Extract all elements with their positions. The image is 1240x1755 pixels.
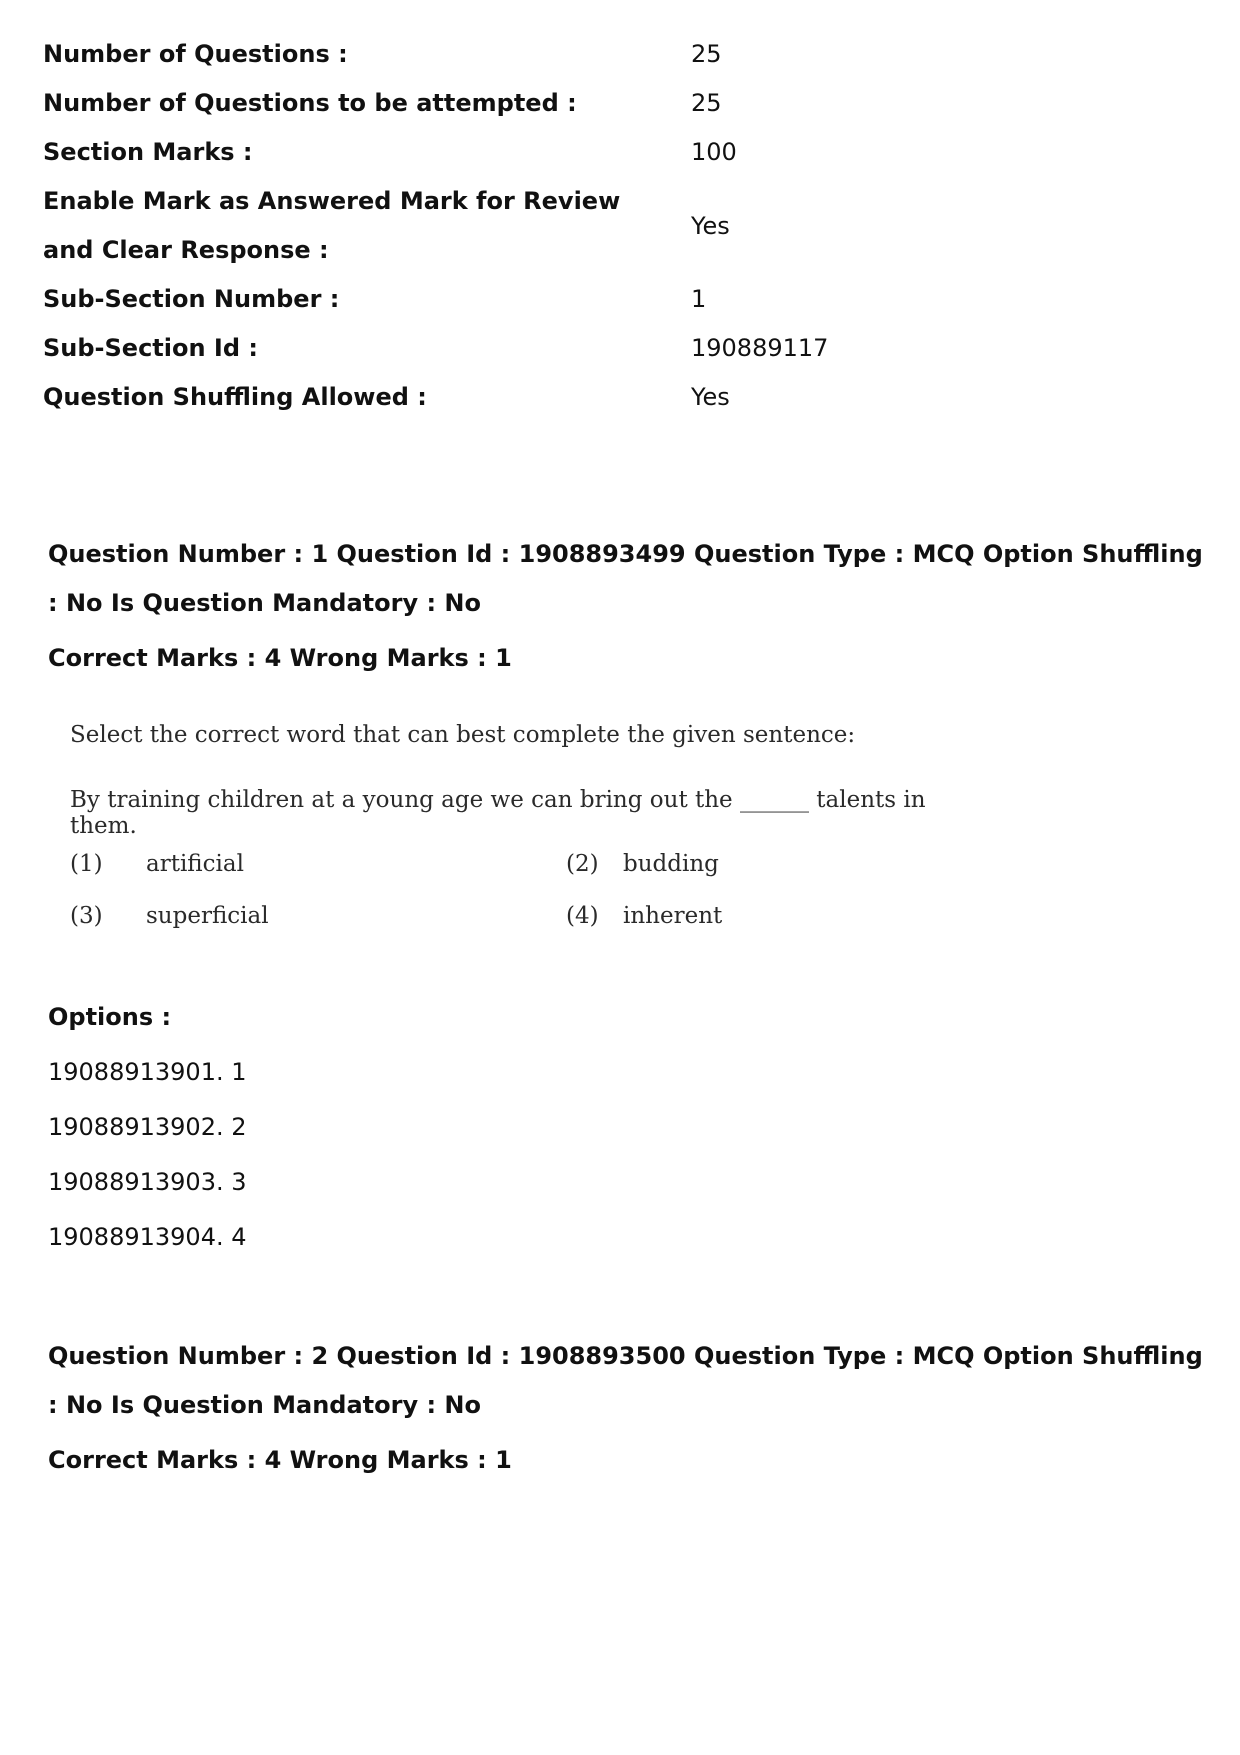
info-row bbox=[43, 30, 1143, 79]
info-value: 190889117 bbox=[691, 334, 829, 362]
choice-text: artificial bbox=[146, 851, 244, 877]
info-value: 1 bbox=[691, 285, 707, 313]
option-item: 19088913904. 4 bbox=[48, 1223, 247, 1251]
info-value: 25 bbox=[691, 89, 722, 117]
choice-number: (3) bbox=[70, 903, 103, 929]
choice-number: (2) bbox=[566, 851, 599, 877]
info-label: Number of Questions to be attempted : bbox=[43, 89, 577, 117]
choice-text: superficial bbox=[146, 903, 269, 929]
question-image bbox=[48, 700, 948, 950]
info-value: Yes bbox=[691, 383, 730, 411]
info-label: Enable Mark as Answered Mark for Review and Clear Response : bbox=[43, 187, 621, 264]
choice-item bbox=[70, 903, 269, 929]
info-label: Number of Questions : bbox=[43, 40, 348, 68]
question-header: Question Number : 1 Question Id : 1908893499 Question Type : MCQ Option Shuffling : No Is Question Mandatory : No bbox=[48, 540, 1203, 617]
question-sentence: By training children at a young age we can bring out the ______ talents in them. bbox=[70, 787, 926, 839]
info-label: Question Shuffling Allowed : bbox=[43, 383, 427, 411]
info-value: 100 bbox=[691, 138, 737, 166]
choice-number: (1) bbox=[70, 851, 103, 877]
choice-item bbox=[566, 903, 722, 929]
choice-text: inherent bbox=[623, 903, 723, 929]
question-2-block bbox=[48, 1332, 1208, 1485]
options-list bbox=[48, 990, 247, 1265]
question-marks: Correct Marks : 4 Wrong Marks : 1 bbox=[48, 644, 512, 672]
info-label: Section Marks : bbox=[43, 138, 253, 166]
question-instruction: Select the correct word that can best complete the given sentence: bbox=[70, 722, 856, 748]
info-row bbox=[43, 275, 1143, 324]
info-row bbox=[43, 79, 1143, 128]
choice-item bbox=[566, 851, 719, 877]
info-label: Sub-Section Id : bbox=[43, 334, 258, 362]
section-info-table bbox=[43, 30, 1143, 422]
info-row bbox=[43, 373, 1143, 422]
choice-item bbox=[70, 851, 244, 877]
option-item: 19088913903. 3 bbox=[48, 1168, 247, 1196]
options-title: Options : bbox=[48, 1003, 172, 1031]
question-header: Question Number : 2 Question Id : 1908893500 Question Type : MCQ Option Shuffling : No Is Question Mandatory : No bbox=[48, 1342, 1203, 1419]
option-item: 19088913901. 1 bbox=[48, 1058, 247, 1086]
choice-number: (4) bbox=[566, 903, 599, 929]
info-row bbox=[43, 128, 1143, 177]
info-row bbox=[43, 324, 1143, 373]
info-label: Sub-Section Number : bbox=[43, 285, 340, 313]
choice-text: budding bbox=[623, 851, 719, 877]
info-row bbox=[43, 177, 1143, 275]
info-value: Yes bbox=[691, 211, 730, 240]
option-item: 19088913902. 2 bbox=[48, 1113, 247, 1141]
question-marks: Correct Marks : 4 Wrong Marks : 1 bbox=[48, 1446, 512, 1474]
info-value: 25 bbox=[691, 40, 722, 68]
question-1-block bbox=[48, 530, 1208, 683]
